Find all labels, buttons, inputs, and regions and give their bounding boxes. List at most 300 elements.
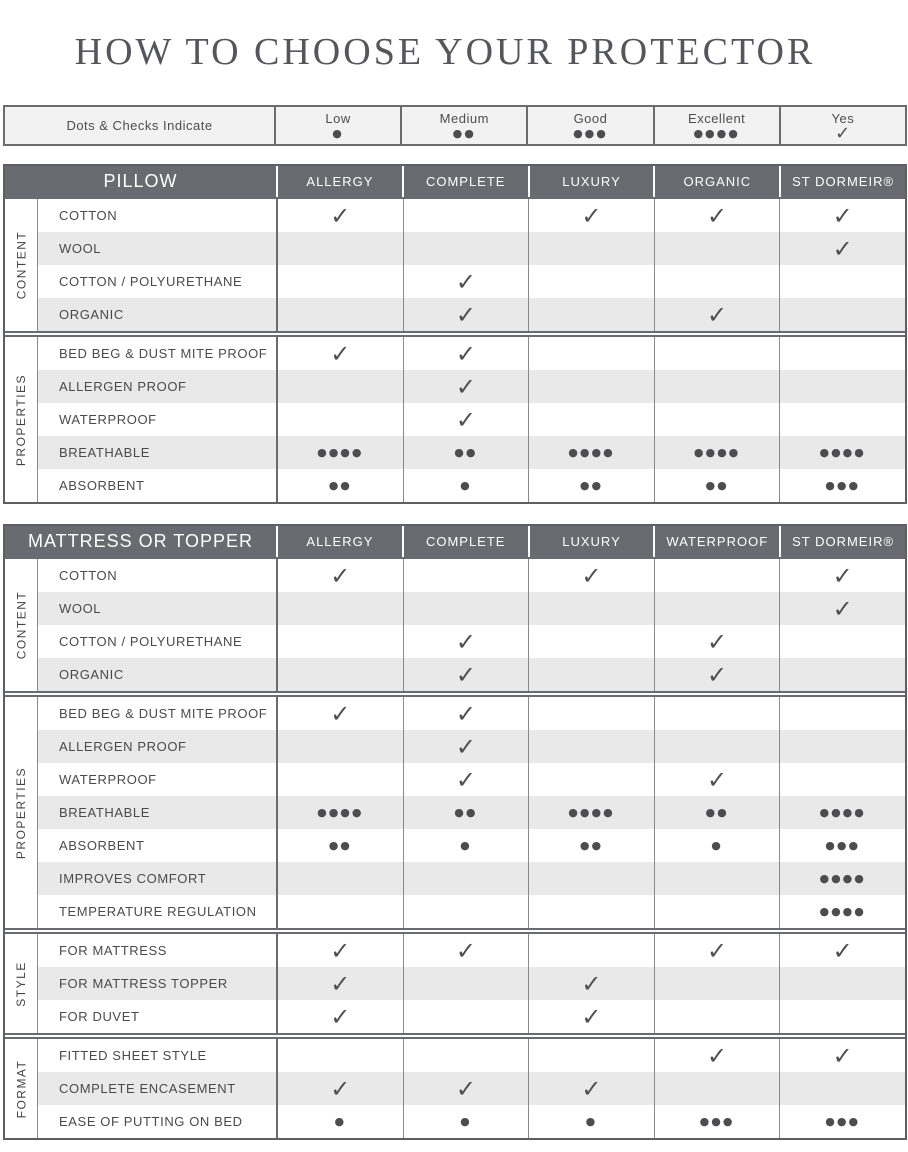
group-rows	[38, 337, 905, 502]
table-cell	[403, 625, 529, 658]
table-row	[38, 1000, 905, 1033]
table-cell	[276, 697, 403, 730]
rating-dots: ●●●●	[568, 806, 615, 819]
table-cell	[654, 559, 780, 592]
table-cell	[528, 730, 654, 763]
row-label: WATERPROOF	[59, 412, 157, 427]
check-icon: ✓	[832, 936, 853, 965]
table-cell	[403, 370, 529, 403]
table-cell	[276, 469, 403, 502]
column-header: ALLERGY	[276, 526, 402, 557]
row-group-properties	[5, 691, 905, 928]
table-cell	[403, 592, 529, 625]
rating-dots: ●●●●	[819, 872, 866, 885]
legend-row	[4, 106, 906, 145]
table-cell	[403, 658, 529, 691]
table-cell	[403, 559, 529, 592]
table-row	[38, 559, 905, 592]
group-label	[5, 934, 38, 1033]
table-row	[38, 199, 905, 232]
check-icon: ✓	[707, 660, 728, 689]
table-cell	[779, 862, 905, 895]
table-cell	[528, 265, 654, 298]
table-cell	[528, 658, 654, 691]
legend-level-low	[275, 106, 401, 145]
table-cell	[779, 796, 905, 829]
row-label: BREATHABLE	[59, 805, 151, 820]
table-cell	[779, 934, 905, 967]
table-cell	[779, 469, 905, 502]
check-icon: ✓	[581, 1074, 602, 1103]
group-label-text: FORMAT	[14, 1059, 28, 1118]
check-icon: ✓	[330, 969, 351, 998]
table-cell	[779, 895, 905, 928]
table-cell	[654, 967, 780, 1000]
table-cell	[403, 796, 529, 829]
rating-dots: ●●●	[825, 1115, 861, 1128]
row-label: ALLERGEN PROOF	[59, 379, 187, 394]
check-icon: ✓	[455, 267, 476, 296]
rating-dots: ●●●●	[819, 446, 866, 459]
rating-dots: ●	[711, 839, 723, 852]
check-icon: ✓	[581, 561, 602, 590]
legend-level-label: Excellent	[688, 111, 746, 126]
table-cell	[276, 370, 403, 403]
table-cell	[654, 934, 780, 967]
table-row	[38, 730, 905, 763]
table-cell	[779, 967, 905, 1000]
table-row	[38, 967, 905, 1000]
table-cell	[654, 199, 780, 232]
table-row	[38, 1039, 905, 1072]
table-cell	[654, 232, 780, 265]
row-label: BREATHABLE	[59, 445, 151, 460]
table-cell	[654, 1000, 780, 1033]
legend-level-good	[527, 106, 653, 145]
table-cell	[779, 763, 905, 796]
row-label: COMPLETE ENCASEMENT	[59, 1081, 236, 1096]
table-cell	[528, 370, 654, 403]
table-cell	[276, 796, 403, 829]
table-cell	[403, 763, 529, 796]
table-cell	[403, 232, 529, 265]
table-cell	[779, 592, 905, 625]
row-label: EASE OF PUTTING ON BED	[59, 1114, 243, 1129]
table-cell	[276, 763, 403, 796]
legend-level-mark: ●●●●	[693, 127, 740, 140]
row-label: FOR MATTRESS	[59, 943, 168, 958]
column-header: ORGANIC	[653, 166, 779, 197]
legend-level-label: Yes	[831, 111, 855, 126]
group-rows	[38, 199, 905, 331]
legend-level-mark: ●	[332, 127, 344, 140]
table-cell	[403, 337, 529, 370]
row-label: COTTON	[59, 568, 118, 583]
section-header	[5, 166, 905, 197]
rating-dots: ●●●●	[317, 446, 364, 459]
table-cell	[654, 730, 780, 763]
table-cell	[276, 1039, 403, 1072]
table-cell	[654, 763, 780, 796]
rating-dots: ●●	[705, 806, 729, 819]
table-cell	[654, 697, 780, 730]
row-label: FOR MATTRESS TOPPER	[59, 976, 228, 991]
row-label: FOR DUVET	[59, 1009, 140, 1024]
rating-dots: ●●	[454, 446, 478, 459]
pillow-section	[3, 164, 907, 504]
check-icon: ✓	[455, 699, 476, 728]
row-label: TEMPERATURE REGULATION	[59, 904, 257, 919]
check-icon: ✓	[330, 936, 351, 965]
check-icon: ✓	[832, 1041, 853, 1070]
legend-level-mark: ●●●	[573, 127, 608, 140]
legend-level-mark: ●●	[452, 127, 476, 140]
check-icon: ✓	[455, 339, 476, 368]
section-title: PILLOW	[103, 171, 178, 191]
table-cell	[654, 298, 780, 331]
section-header	[5, 526, 905, 557]
table-cell	[779, 403, 905, 436]
table-cell	[528, 1000, 654, 1033]
table-cell	[403, 265, 529, 298]
check-icon: ✓	[707, 765, 728, 794]
table-cell	[276, 298, 403, 331]
table-cell	[779, 265, 905, 298]
table-row	[38, 403, 905, 436]
table-cell	[403, 1000, 529, 1033]
table-cell	[779, 559, 905, 592]
table-row	[38, 895, 905, 928]
check-icon: ✓	[835, 123, 851, 144]
check-icon: ✓	[707, 936, 728, 965]
row-label: IMPROVES COMFORT	[59, 871, 207, 886]
table-cell	[779, 625, 905, 658]
row-group-format	[5, 1033, 905, 1138]
mattress-section	[3, 524, 907, 1140]
table-row	[38, 829, 905, 862]
column-header: ST DORMEIR®	[779, 166, 905, 197]
rating-dots: ●	[460, 479, 472, 492]
row-label: BED BEG & DUST MITE PROOF	[59, 706, 268, 721]
column-header: LUXURY	[528, 526, 654, 557]
table-cell	[403, 1072, 529, 1105]
table-cell	[528, 1039, 654, 1072]
table-cell	[528, 436, 654, 469]
table-row	[38, 592, 905, 625]
table-cell	[528, 469, 654, 502]
table-cell	[276, 265, 403, 298]
table-cell	[654, 796, 780, 829]
row-group-properties	[5, 331, 905, 502]
table-cell	[654, 265, 780, 298]
column-header: ALLERGY	[276, 166, 402, 197]
table-cell	[779, 1000, 905, 1033]
table-row	[38, 436, 905, 469]
check-icon: ✓	[455, 372, 476, 401]
row-label: COTTON	[59, 208, 118, 223]
group-rows	[38, 559, 905, 691]
table-cell	[528, 934, 654, 967]
rating-dots: ●	[334, 1115, 347, 1128]
row-label: ABSORBENT	[59, 838, 145, 853]
table-row	[38, 1072, 905, 1105]
table-cell	[654, 403, 780, 436]
table-cell	[654, 1072, 780, 1105]
column-header: WATERPROOF	[653, 526, 779, 557]
check-icon: ✓	[455, 732, 476, 761]
row-label: COTTON / POLYURETHANE	[59, 634, 243, 649]
check-icon: ✓	[330, 561, 351, 590]
table-cell	[528, 895, 654, 928]
check-icon: ✓	[832, 201, 853, 230]
table-cell	[403, 895, 529, 928]
table-cell	[403, 1039, 529, 1072]
table-cell	[654, 658, 780, 691]
table-cell	[779, 1105, 905, 1138]
table-row	[38, 658, 905, 691]
table-cell	[276, 232, 403, 265]
table-cell	[276, 730, 403, 763]
table-cell	[779, 829, 905, 862]
row-label: ALLERGEN PROOF	[59, 739, 187, 754]
group-label-text: PROPERTIES	[14, 766, 29, 859]
group-label	[5, 697, 38, 928]
rating-dots: ●●●●	[317, 806, 364, 819]
table-cell	[779, 199, 905, 232]
table-cell	[403, 934, 529, 967]
table-cell	[276, 436, 403, 469]
table-cell	[779, 1039, 905, 1072]
rating-dots: ●●	[705, 479, 729, 492]
table-cell	[403, 1105, 529, 1138]
row-label: WATERPROOF	[59, 772, 157, 787]
legend-level-label: Medium	[439, 111, 489, 126]
check-icon: ✓	[707, 300, 728, 329]
table-cell	[654, 625, 780, 658]
table-row	[38, 625, 905, 658]
table-row	[38, 697, 905, 730]
check-icon: ✓	[455, 300, 476, 329]
check-icon: ✓	[455, 1074, 476, 1103]
table-cell	[403, 730, 529, 763]
table-cell	[528, 232, 654, 265]
group-rows	[38, 934, 905, 1033]
table-cell	[403, 829, 529, 862]
table-cell	[779, 1072, 905, 1105]
table-cell	[654, 1039, 780, 1072]
check-icon: ✓	[330, 699, 351, 728]
check-icon: ✓	[832, 234, 853, 263]
group-label-text: PROPERTIES	[14, 373, 29, 466]
table-cell	[403, 967, 529, 1000]
table-cell	[276, 967, 403, 1000]
group-label	[5, 559, 38, 691]
group-label-text: STYLE	[14, 960, 29, 1007]
check-icon: ✓	[455, 765, 476, 794]
table-cell	[528, 1072, 654, 1105]
table-cell	[276, 658, 403, 691]
table-cell	[779, 697, 905, 730]
rating-dots: ●	[460, 1115, 472, 1128]
table-cell	[528, 403, 654, 436]
table-cell	[276, 934, 403, 967]
group-label-text: CONTENT	[14, 230, 28, 300]
table-cell	[779, 370, 905, 403]
table-cell	[403, 436, 529, 469]
check-icon: ✓	[581, 969, 602, 998]
table-row	[38, 232, 905, 265]
table-cell	[779, 658, 905, 691]
table-cell	[654, 895, 780, 928]
check-icon: ✓	[707, 1041, 728, 1070]
rating-dots: ●●●	[825, 839, 861, 852]
table-row	[38, 1105, 905, 1138]
table-cell	[528, 199, 654, 232]
row-label: BED BEG & DUST MITE PROOF	[59, 346, 268, 361]
check-icon: ✓	[330, 1074, 351, 1103]
group-label	[5, 199, 38, 331]
table-cell	[528, 796, 654, 829]
table-cell	[276, 862, 403, 895]
column-header: LUXURY	[528, 166, 654, 197]
check-icon: ✓	[581, 1002, 602, 1031]
rating-dots: ●●	[579, 479, 604, 492]
rating-dots: ●●	[328, 839, 352, 852]
rating-dots: ●●	[454, 806, 478, 819]
section-title: MATTRESS OR TOPPER	[27, 531, 254, 551]
table-cell	[528, 337, 654, 370]
legend-level-label: Low	[325, 111, 351, 126]
table-cell	[779, 337, 905, 370]
group-label	[5, 337, 38, 502]
legend-table	[3, 105, 907, 146]
rating-dots: ●●●●	[819, 905, 866, 918]
check-icon: ✓	[832, 561, 853, 590]
group-rows	[38, 697, 905, 928]
legend-level-label: Good	[573, 111, 608, 126]
table-row	[38, 370, 905, 403]
rating-dots: ●●	[328, 479, 352, 492]
table-row	[38, 337, 905, 370]
page-title: HOW TO CHOOSE YOUR PROTECTOR	[74, 31, 816, 73]
table-cell	[528, 829, 654, 862]
table-cell	[779, 436, 905, 469]
row-group-content	[5, 557, 905, 691]
table-cell	[528, 697, 654, 730]
rating-dots: ●	[585, 1115, 598, 1128]
row-group-content	[5, 197, 905, 331]
table-cell	[276, 559, 403, 592]
table-cell	[528, 967, 654, 1000]
table-row	[38, 862, 905, 895]
check-icon: ✓	[455, 936, 476, 965]
table-cell	[654, 862, 780, 895]
table-cell	[276, 403, 403, 436]
table-cell	[276, 592, 403, 625]
legend-level-medium	[401, 106, 527, 145]
group-label-text: CONTENT	[14, 590, 28, 660]
table-cell	[528, 862, 654, 895]
check-icon: ✓	[455, 660, 476, 689]
table-cell	[654, 370, 780, 403]
row-label: WOOL	[59, 241, 102, 256]
column-header: COMPLETE	[402, 166, 528, 197]
table-cell	[528, 559, 654, 592]
legend-lead: Dots & Checks Indicate	[4, 106, 275, 145]
table-cell	[276, 625, 403, 658]
table-cell	[654, 1105, 780, 1138]
table-cell	[779, 298, 905, 331]
row-label: ABSORBENT	[59, 478, 145, 493]
table-cell	[528, 298, 654, 331]
check-icon: ✓	[832, 594, 853, 623]
check-icon: ✓	[330, 201, 351, 230]
table-cell	[276, 1072, 403, 1105]
table-cell	[403, 298, 529, 331]
table-cell	[403, 469, 529, 502]
table-cell	[403, 403, 529, 436]
table-cell	[276, 895, 403, 928]
table-cell	[403, 697, 529, 730]
table-row	[38, 763, 905, 796]
check-icon: ✓	[707, 201, 728, 230]
row-label: ORGANIC	[59, 307, 124, 322]
table-row	[38, 298, 905, 331]
check-icon: ✓	[707, 627, 728, 656]
check-icon: ✓	[330, 339, 351, 368]
row-label: COTTON / POLYURETHANE	[59, 274, 243, 289]
check-icon: ✓	[330, 1002, 351, 1031]
row-label: FITTED SHEET STYLE	[59, 1048, 207, 1063]
legend-level-yes	[780, 106, 906, 145]
table-row	[38, 796, 905, 829]
check-icon: ✓	[455, 405, 476, 434]
column-header: ST DORMEIR®	[779, 526, 905, 557]
legend-level-excellent	[654, 106, 780, 145]
rating-dots: ●●●●	[693, 446, 741, 459]
column-header: COMPLETE	[402, 526, 528, 557]
table-cell	[779, 232, 905, 265]
table-cell	[528, 592, 654, 625]
table-cell	[654, 469, 780, 502]
row-group-style	[5, 928, 905, 1033]
table-cell	[528, 763, 654, 796]
group-rows	[38, 1039, 905, 1138]
table-cell	[276, 199, 403, 232]
rating-dots: ●	[460, 839, 472, 852]
table-row	[38, 934, 905, 967]
table-cell	[276, 829, 403, 862]
table-row	[38, 469, 905, 502]
table-cell	[276, 337, 403, 370]
table-cell	[403, 862, 529, 895]
table-cell	[654, 592, 780, 625]
table-cell	[276, 1000, 403, 1033]
check-icon: ✓	[581, 201, 602, 230]
table-cell	[654, 829, 780, 862]
table-cell	[779, 730, 905, 763]
table-row	[38, 265, 905, 298]
rating-dots: ●●●●	[568, 446, 615, 459]
row-label: WOOL	[59, 601, 102, 616]
table-cell	[403, 199, 529, 232]
table-cell	[654, 436, 780, 469]
table-cell	[654, 337, 780, 370]
group-label	[5, 1039, 38, 1138]
rating-dots: ●●●	[699, 1115, 735, 1128]
table-cell	[276, 1105, 403, 1138]
check-icon: ✓	[455, 627, 476, 656]
